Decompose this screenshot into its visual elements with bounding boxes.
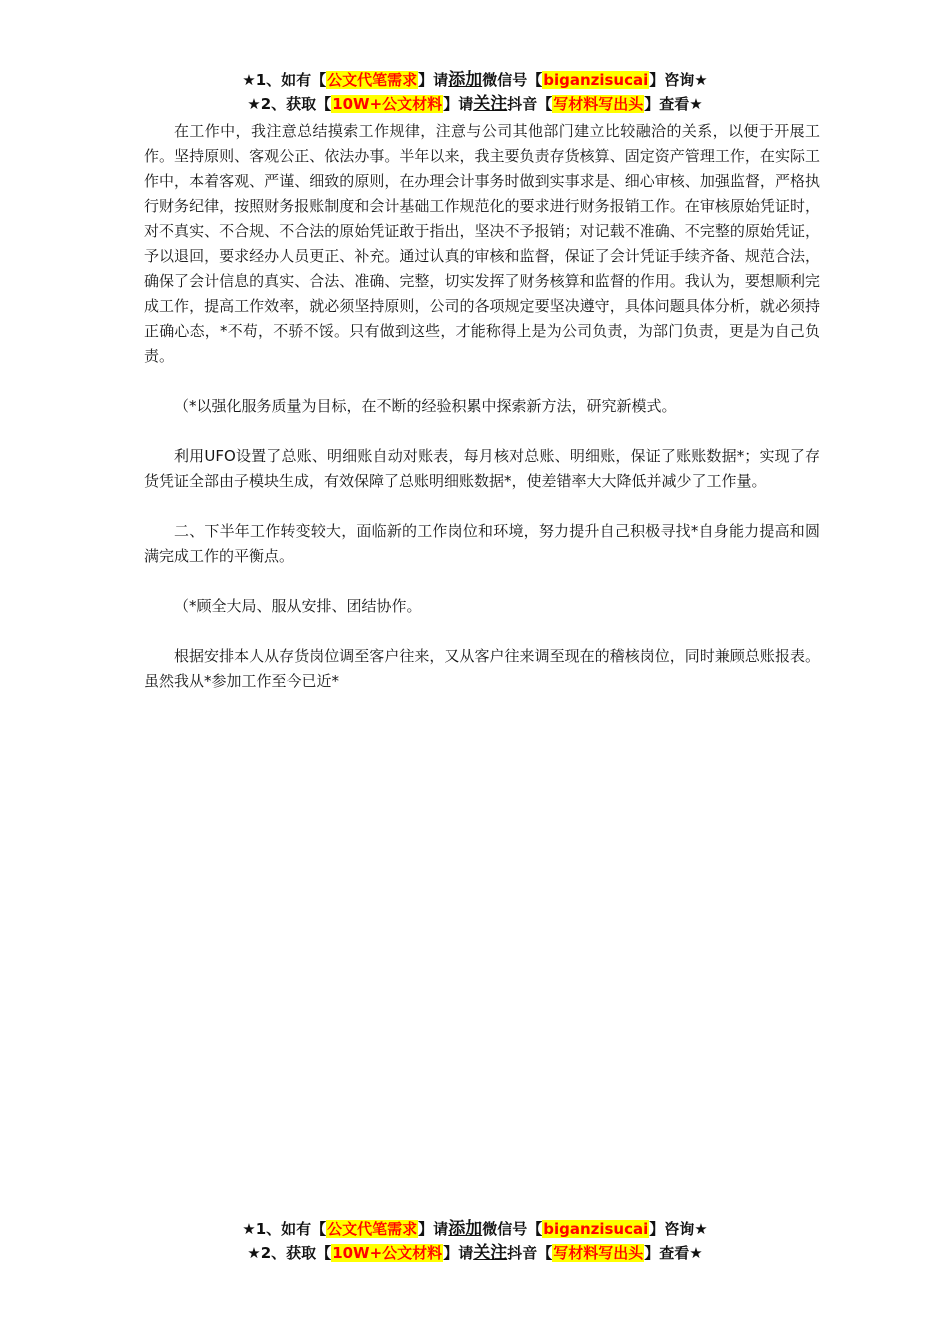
header-line-1-mid: 】请: [418, 71, 449, 89]
footer-line-1-mid: 】请: [418, 1220, 449, 1238]
follow-emphasis: 关注: [473, 94, 508, 114]
footer-line-1-mid2: 微信号【: [482, 1220, 543, 1238]
footer-line-1: [0, 1217, 950, 1241]
footer-banner: [0, 1217, 950, 1265]
douyin-account-highlight: 写材料写出头: [553, 95, 644, 113]
ghostwriting-highlight: 公文代笔需求: [327, 71, 418, 89]
footer-line-2-mid2: 抖音【: [507, 1244, 553, 1262]
wechat-id-highlight: biganzisucai: [543, 71, 649, 89]
header-banner: [0, 68, 950, 116]
add-emphasis: 添加: [448, 70, 483, 90]
footer-add-emphasis: 添加: [448, 1219, 483, 1239]
footer-line-2-start: ★2、获取【: [247, 1244, 332, 1262]
header-line-1-start: ★1、如有【: [242, 71, 327, 89]
footer-materials-highlight: 10W+公文材料: [332, 1244, 443, 1262]
paragraph-second-half: 二、下半年工作转变较大，面临新的工作岗位和环境，努力提升自己积极寻找*自身能力提高和圆满完成工作的平衡点。: [144, 522, 820, 565]
footer-line-2-end: 】查看★: [644, 1244, 703, 1262]
header-line-2-end: 】查看★: [644, 95, 703, 113]
header-line-2-mid: 】请: [443, 95, 474, 113]
header-line-2: [0, 92, 950, 116]
footer-douyin-account-highlight: 写材料写出头: [553, 1244, 644, 1262]
header-line-1: [0, 68, 950, 92]
footer-line-2: [0, 1241, 950, 1265]
paragraph-work-principles: 在工作中，我注意总结摸索工作规律，注意与公司其他部门建立比较融洽的关系，以便于开展工作。坚持原则、客观公正、依法办事。半年以来，我主要负责存货核算、固定资产管理工作，在实际工作中，本着客观、严谨、细致的原则，在办理会计事务时做到实事求是、细心审核、加强监督，严格执行财务纪律，按照财务报账制度和会计基础工作规范化的要求进行财务报销工作。在审核原始凭证时，对不真实、不合规、不合法的原始凭证敢于指出，坚决不予报销；对记载不准确、不完整的原始凭证，予以退回，要求经办人员更正、补充。通过认真的审核和监督，保证了会计凭证手续齐备、规范合法，确保了会计信息的真实、合法、准确、完整，切实发挥了财务核算和监督的作用。我认为，要想顺利完成工作，提高工作效率，就必须坚持原则，公司的各项规定要坚决遵守，具体问题具体分析，就必须持正确心态，*不苟，不骄不馁。只有做到这些，才能称得上是为公司负责，为部门负责，更是为自己负责。: [144, 122, 820, 365]
document-body: [144, 119, 820, 694]
footer-wechat-id-highlight: biganzisucai: [543, 1220, 649, 1238]
materials-highlight: 10W+公文材料: [332, 95, 443, 113]
header-line-1-end: 】咨询★: [649, 71, 708, 89]
header-line-2-start: ★2、获取【: [247, 95, 332, 113]
footer-ghostwriting-highlight: 公文代笔需求: [327, 1220, 418, 1238]
paragraph-ufo-reconciliation: 利用UFO设置了总账、明细账自动对账表，每月核对总账、明细账，保证了账账数据*；实现了存货凭证全部由子模块生成，有效保障了总账明细账数据*，使差错率大大降低并减少了工作量。: [144, 447, 820, 490]
header-line-2-mid2: 抖音【: [507, 95, 553, 113]
footer-line-1-end: 】咨询★: [649, 1220, 708, 1238]
header-line-1-mid2: 微信号【: [482, 71, 543, 89]
footer-line-1-start: ★1、如有【: [242, 1220, 327, 1238]
paragraph-service-quality: （*以强化服务质量为目标，在不断的经验积累中探索新方法，研究新模式。: [174, 397, 677, 415]
paragraph-teamwork: （*顾全大局、服从安排、团结协作。: [174, 597, 422, 615]
footer-follow-emphasis: 关注: [473, 1243, 508, 1263]
paragraph-job-transfer: 根据安排本人从存货岗位调至客户往来，又从客户往来调至现在的稽核岗位，同时兼顾总账报表。虽然我从*参加工作至今已近*: [144, 647, 820, 690]
footer-line-2-mid: 】请: [443, 1244, 474, 1262]
